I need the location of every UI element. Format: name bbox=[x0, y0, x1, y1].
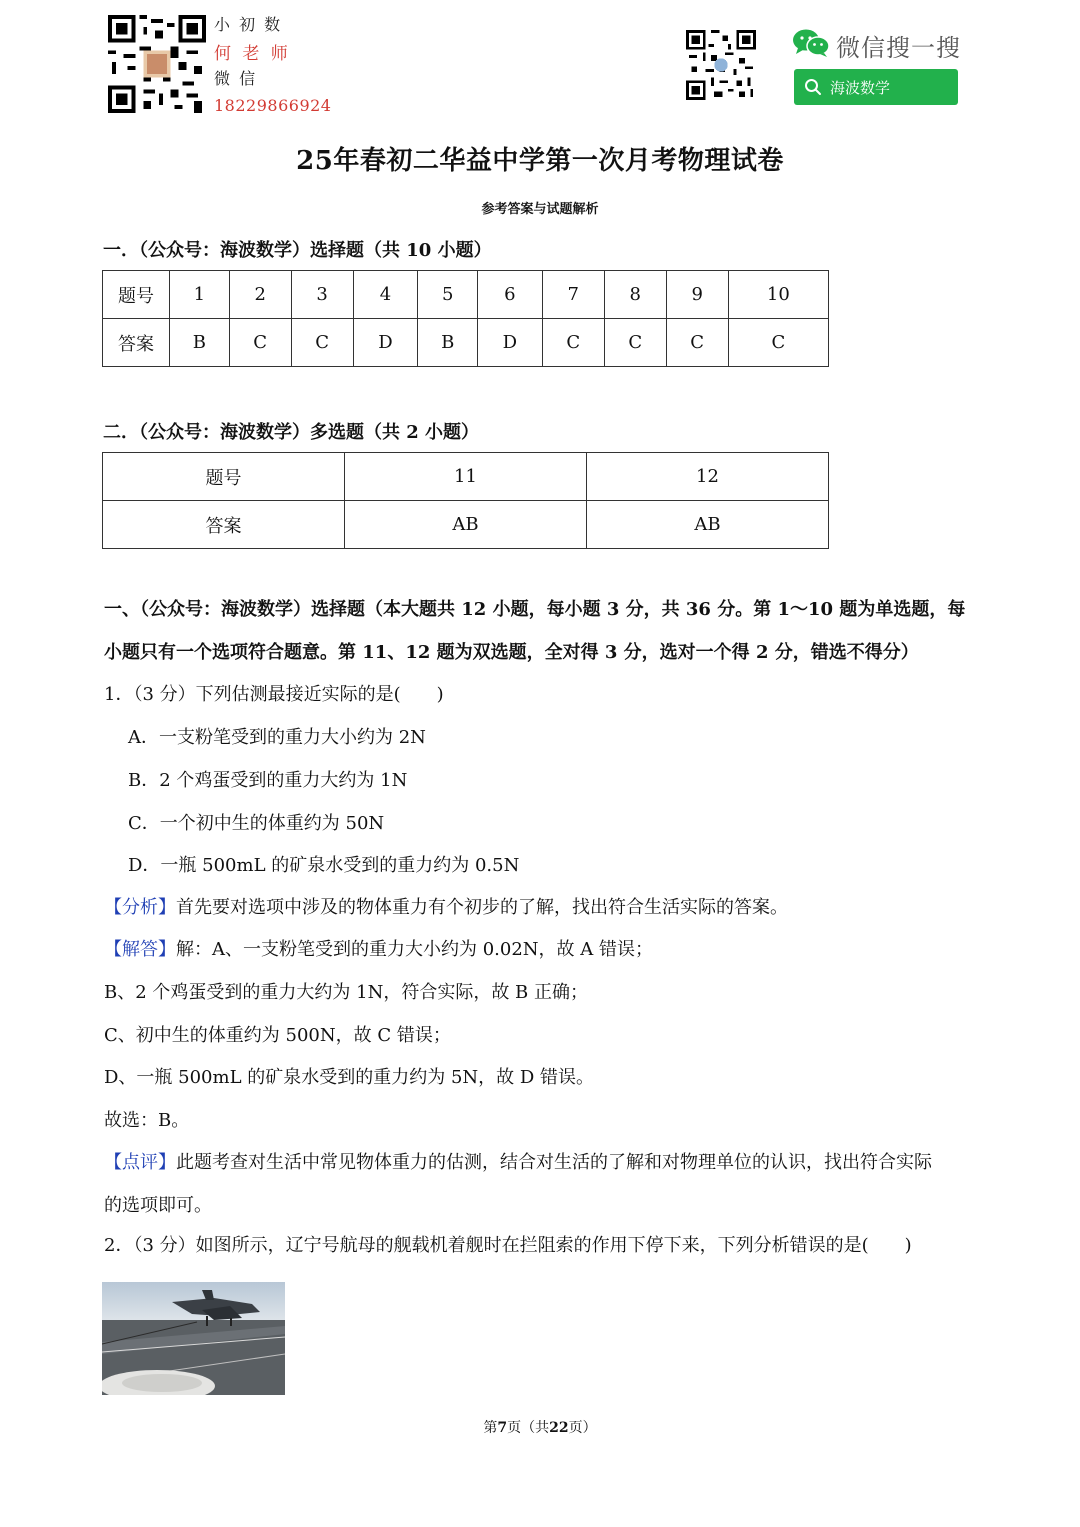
table-cell: 7 bbox=[542, 271, 604, 319]
table-cell: 10 bbox=[728, 271, 828, 319]
table-cell: C bbox=[229, 319, 291, 367]
handwriting-line: 微 信 bbox=[214, 69, 258, 88]
question-1-final-choice: 故选：B。 bbox=[104, 1110, 190, 1131]
table-cell: D bbox=[478, 319, 543, 367]
table-cell: B bbox=[170, 319, 230, 367]
table-cell: 4 bbox=[353, 271, 418, 319]
question-1-option-c: C．一个初中生的体重约为 50N bbox=[128, 813, 385, 834]
table-cell: 3 bbox=[291, 271, 353, 319]
comment-tag: 【点评】 bbox=[104, 1152, 176, 1173]
question-1-solution bbox=[104, 941, 653, 959]
qr-code-icon bbox=[108, 14, 206, 114]
page-footer bbox=[0, 1417, 1080, 1437]
table-cell: 9 bbox=[666, 271, 728, 319]
footer-suffix: 页） bbox=[568, 1420, 597, 1436]
document-subtitle: 参考答案与试题解析 bbox=[481, 202, 599, 217]
question-1-comment bbox=[104, 1154, 932, 1172]
question-1-analysis bbox=[104, 899, 788, 917]
answer-table-single-choice bbox=[102, 270, 829, 367]
question-1-option-b: B．2 个鸡蛋受到的重力大约为 1N bbox=[128, 770, 408, 791]
table-cell: C bbox=[728, 319, 828, 367]
footer-page-number: 7 bbox=[497, 1420, 508, 1436]
table-cell-label: 答案 bbox=[103, 319, 170, 367]
document-title: 25年春初二华益中学第一次月考物理试卷 bbox=[296, 146, 784, 176]
analysis-tag: 【分析】 bbox=[104, 897, 176, 918]
carrier-jet-landing-photo bbox=[102, 1282, 285, 1395]
solution-tag: 【解答】 bbox=[104, 939, 176, 960]
question-1-option-a: A．一支粉笔受到的重力大小约为 2N bbox=[128, 727, 426, 748]
table-row-question-numbers bbox=[103, 453, 829, 501]
search-icon bbox=[804, 78, 822, 96]
solution-line: D、一瓶 500mL 的矿泉水受到的重力约为 5N，故 D 错误。 bbox=[104, 1067, 595, 1088]
table-row-answers bbox=[103, 319, 829, 367]
qr-code-icon bbox=[686, 30, 756, 100]
solution-line: C、初中生的体重约为 500N，故 C 错误； bbox=[104, 1025, 451, 1046]
table-cell: B bbox=[418, 319, 478, 367]
table-cell: 2 bbox=[229, 271, 291, 319]
section-heading-single-choice: 一．（公众号：海波数学）选择题（共 10 小题） bbox=[103, 240, 492, 261]
footer-prefix: 第 bbox=[483, 1420, 498, 1436]
qr-code-left bbox=[108, 14, 206, 114]
analysis-text: 首先要对选项中涉及的物体重力有个初步的了解，找出符合生活实际的答案。 bbox=[176, 897, 788, 918]
question-1-stem: 1．（3 分）下列估测最接近实际的是( ) bbox=[104, 684, 444, 705]
wechat-search-box[interactable] bbox=[794, 69, 958, 105]
table-cell: C bbox=[604, 319, 666, 367]
part-heading-line: 小题只有一个选项符合题意。第 11、12 题为双选题，全对得 3 分，选对一个得 2 分，错选不得分） bbox=[104, 642, 919, 663]
comment-text: 此题考查对生活中常见物体重力的估测，结合对生活的了解和对物理单位的认识，找出符合实际 bbox=[176, 1152, 932, 1173]
footer-middle: 页（共 bbox=[507, 1420, 550, 1436]
solution-line: B、2 个鸡蛋受到的重力大约为 1N，符合实际，故 B 正确； bbox=[104, 982, 588, 1003]
answer-table-multiple-choice bbox=[102, 452, 829, 549]
table-cell: 1 bbox=[170, 271, 230, 319]
question-1-comment-continued: 的选项即可。 bbox=[104, 1195, 212, 1216]
wechat-search-brand-title: 微信搜一搜 bbox=[836, 34, 961, 62]
handwriting-line: 何 老 师 bbox=[214, 44, 291, 64]
qr-code-right bbox=[686, 30, 756, 100]
table-cell: 6 bbox=[478, 271, 543, 319]
wechat-logo-icon bbox=[792, 28, 830, 58]
wechat-search-keyword: 海波数学 bbox=[830, 78, 891, 97]
part-heading-line: 一、（公众号：海波数学）选择题（本大题共 12 小题，每小题 3 分，共 36 分。第 1～10 题为单选题，每 bbox=[104, 599, 966, 620]
table-cell: 5 bbox=[418, 271, 478, 319]
table-cell: AB bbox=[344, 501, 586, 549]
table-cell-label: 题号 bbox=[103, 271, 170, 319]
question-2-stem: 2．（3 分）如图所示，辽宁号航母的舰载机着舰时在拦阻索的作用下停下来，下列分析错误的是( ) bbox=[104, 1235, 912, 1256]
table-row-answers bbox=[103, 501, 829, 549]
table-cell-label: 答案 bbox=[103, 501, 345, 549]
footer-page-total: 22 bbox=[549, 1420, 569, 1436]
table-row-question-numbers bbox=[103, 271, 829, 319]
contact-handwriting bbox=[214, 12, 334, 120]
question-1-option-d: D．一瓶 500mL 的矿泉水受到的重力约为 0.5N bbox=[128, 855, 520, 876]
handwriting-line: 小 初 数 bbox=[214, 15, 283, 34]
table-cell: 11 bbox=[344, 453, 586, 501]
table-cell-label: 题号 bbox=[103, 453, 345, 501]
table-cell: C bbox=[666, 319, 728, 367]
handwriting-line: 18229866924 bbox=[214, 96, 332, 115]
section-heading-multiple-choice: 二．（公众号：海波数学）多选题（共 2 小题） bbox=[103, 422, 480, 443]
table-cell: D bbox=[353, 319, 418, 367]
table-cell: 12 bbox=[586, 453, 828, 501]
table-cell: C bbox=[542, 319, 604, 367]
table-cell: AB bbox=[586, 501, 828, 549]
table-cell: C bbox=[291, 319, 353, 367]
table-cell: 8 bbox=[604, 271, 666, 319]
solution-line: 解：A、一支粉笔受到的重力大小约为 0.02N，故 A 错误； bbox=[176, 939, 653, 960]
